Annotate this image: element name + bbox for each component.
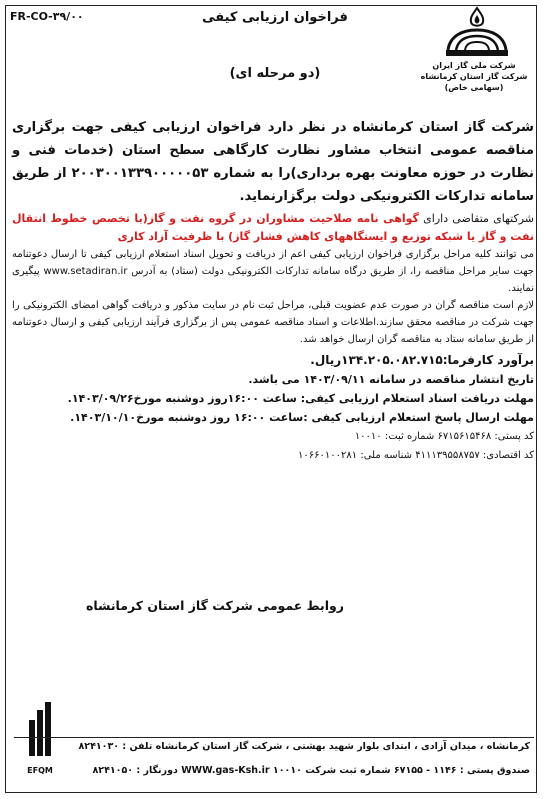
publish-date: تاریخ انتشار مناقصه در سامانه ۱۴۰۳/۰۹/۱۱ می باشد. — [248, 373, 534, 386]
postal-code: کد پستی: ۶۷۱۵۶۱۵۴۶۸ شماره ثبت: ۱۰۰۱۰ — [354, 431, 534, 442]
company-name-line2: شرکت گاز استان کرمانشاه — [420, 72, 528, 81]
signature: روابط عمومی شرکت گاز استان کرمانشاه — [86, 598, 344, 613]
eligibility-paragraph — [12, 210, 534, 246]
efqm-logo — [20, 700, 60, 790]
efqm-emblem-icon — [25, 700, 55, 760]
footer-contact: صندوق پستی : ۱۱۴۶ - ۶۷۱۵۵ شماره ثبت شرکت ۱۰۰۱۰ WWW.gas-Ksh.ir دورنگار : ۸۲۴۱۰۵۰ — [92, 765, 530, 776]
document-number: FR-CO-۳۹/۰۰ — [10, 10, 84, 23]
footer-address: کرمانشاه ، میدان آزادی ، ابتدای بلوار شهید بهشتی ، شرکت گاز استان کرمانشاه تلفن : ۸۲۴۱۰۳۰ — [78, 741, 530, 752]
footer-divider — [14, 737, 534, 738]
eligibility-highlight: گواهی نامه صلاحیت مشاوران در گروه نفت و گاز(با تخصص خطوط انتقال نفت و گاز یا شبکه توزیع و ایستگاههای کاهش فشار گاز) با ظرفیت آزاد کاری — [12, 212, 534, 243]
efqm-label: EFQM — [27, 766, 53, 775]
eligibility-prefix: شرکتهای متقاضی دارای — [423, 212, 535, 225]
stage-label: (دو مرحله ای) — [229, 66, 321, 81]
submit-deadline: مهلت ارسال پاسخ استعلام ارزیابی کیفی :ساعت ۱۶:۰۰ روز دوشنبه مورخ۱۴۰۳/۱۰/۱۰. — [70, 411, 534, 424]
intro-paragraph: شرکت گاز استان کرمانشاه در نظر دارد فراخوان ارزیابی کیفی جهت برگزاری مناقصه عمومی انتخاب مشاور نظارت کارگاهی سطح استان (خدمات فنی و نظارت در حوزه معاونت بهره برداری)را به شماره ۲۰۰۳۰۰۱۳۳۹۰۰۰۰۰۵۳ از طریق سامانه تدارکات الکترونیکی دولت برگزارنماید. — [12, 120, 534, 204]
company-name-line1: شرکت ملی گاز ایران — [432, 61, 516, 70]
procedure-paragraph: می توانند کلیه مراحل برگزاری فراخوان ارزیابی کیفی اعم از دریافت و تحویل اسناد استعلام ارزیابی کیفی تا ارسال دعوتنامه جهت سایر مراحل مناقصه را، از طریق درگاه سامانه تدارکات الکترونیکی دولت (ستاد) به آدرس www.setadiran.ir پیگیری نمایند. — [12, 249, 534, 294]
company-block — [414, 60, 534, 93]
company-name-line3: (سهامی خاص) — [444, 83, 504, 92]
document-body — [12, 116, 534, 465]
registration-paragraph: لازم است مناقصه گران در صورت عدم عضویت قبلی، مراحل ثبت نام در سایت مذکور و دریافت گواهی امضای الکترونیکی را جهت شرکت در مناقصه محقق سازند.اطلاعات و اسناد مناقصه عمومی پس از برگزاری فرآیند ارزیابی کیفی و ارسال دعوتنامه از طریق سامانه ستاد به مناقصه گران ارسال خواهد شد. — [12, 300, 534, 345]
page-title: فراخوان ارزیابی کیفی — [202, 10, 348, 25]
economic-code: کد اقتصادی: ۴۱۱۱۳۹۵۵۸۷۵۷ شناسه ملی: ۱۰۶۶۰۱۰۰۲۸۱ — [298, 450, 534, 461]
receive-deadline: مهلت دریافت اسناد استعلام ارزیابی کیفی: ساعت ۱۶:۰۰روز دوشنبه مورخ۱۴۰۳/۰۹/۲۶. — [67, 392, 534, 405]
national-gas-logo-icon — [440, 6, 514, 60]
employer-estimate: برآورد کارفرما:۱۳۴.۲۰۵.۰۸۲.۷۱۵ریال. — [310, 353, 534, 367]
